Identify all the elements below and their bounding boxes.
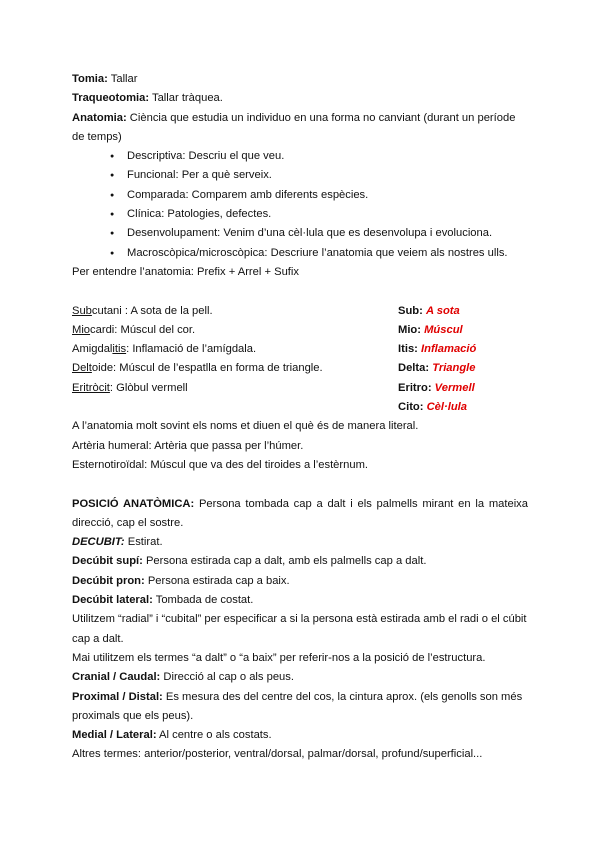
cranial-caudal-line: Cranial / Caudal: Direcció al cap o als peus. [72, 671, 294, 684]
literal-example: Artèria humeral: Artèria que passa per l’húmer. [72, 439, 304, 452]
term-row: Subcutani : A sota de la pell. Sub: A sota [72, 304, 460, 317]
mai-line: Mai utilitzem els termes “a dalt” o “a baix” per referir-nos a la posició de l’estructura. [72, 651, 486, 664]
decubit-supi-line: Decúbit supí: Persona estirada cap a dalt, amb els palmells cap a dalt. [72, 555, 427, 568]
formula-line: Per entendre l’anatomia: Prefix + Arrel + Sufix [72, 265, 299, 278]
term-row: Eritròcit: Glòbul vermell Eritro: Vermell [72, 381, 475, 394]
term-row: Amigdalitis: Inflamació de l’amígdala. Itis: Inflamació [72, 343, 477, 356]
altres-termes-line: Altres termes: anterior/posterior, ventral/dorsal, palmar/dorsal, profund/superficial... [72, 748, 483, 761]
literal-example: Esternotiroïdal: Múscul que va des del tiroides a l’estèrnum. [72, 458, 368, 471]
decubit-line: DECUBIT: Estirat. [72, 536, 163, 549]
tomia-line: Tomia: Tallar [72, 73, 138, 85]
list-item: ● Clínica: Patologies, defectes. [110, 205, 528, 224]
decubit-pron-line: Decúbit pron: Persona estirada cap a baix. [72, 574, 290, 587]
list-item: ● Macroscòpica/microscòpica: Descriure l’anatomia que veiem als nostres ulls. [110, 244, 528, 263]
list-item: ● Desenvolupament: Venim d’una cèl·lula que es desenvolupa i evoluciona. [110, 224, 528, 243]
document-page [72, 70, 528, 765]
posicio-anatomica: POSICIÓ ANATÒMICA: Persona tombada cap a dalt i els palmells mirant en la mateixa direcció, cap el sostre. [72, 497, 528, 529]
radial-cubital-line: Utilitzem “radial” i “cubital” per especificar a si la persona està estirada amb el radi o el cúbit cap a dalt. [72, 613, 527, 645]
decubit-lateral-line: Decúbit lateral: Tombada de costat. [72, 594, 254, 607]
anatomy-types-list [72, 147, 528, 263]
proximal-distal-line: Proximal / Distal: Es mesura des del centre del cos, la cintura aprox. (els genolls son més proximals que els peus). [72, 690, 523, 722]
list-item: ● Funcional: Per a què serveix. [110, 166, 528, 185]
term-row: Miocardi: Múscul del cor. Mio: Múscul [72, 323, 463, 336]
list-item: ● Comparada: Comparem amb diferents espècies. [110, 186, 528, 205]
list-item: ● Descriptiva: Descriu el que veu. [110, 147, 528, 166]
traqueotomia-line: Traqueotomia: Tallar tràquea. [72, 92, 223, 105]
terms-table [72, 302, 528, 418]
medial-lateral-line: Medial / Lateral: Al centre o als costats. [72, 729, 272, 742]
literal-intro: A l’anatomia molt sovint els noms et diuen el què és de manera literal. [72, 420, 419, 433]
anatomia-definition: Anatomia: Ciència que estudia un individuo en una forma no canviant (durant un període de temps) [72, 111, 516, 143]
term-row: Deltoide: Múscul de l’espatlla en forma de triangle. Delta: Triangle [72, 362, 476, 375]
term-row: Cito: Cèl·lula [398, 401, 468, 414]
